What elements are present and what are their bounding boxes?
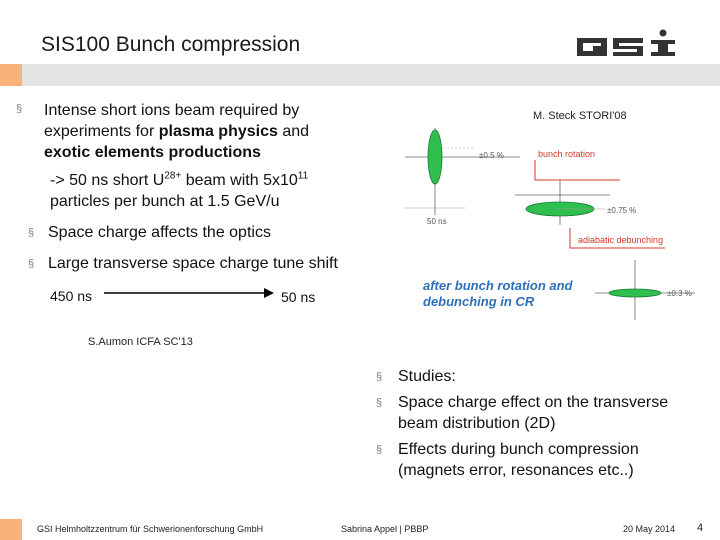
label-dp1: ±0.5 % bbox=[479, 151, 504, 160]
compression-from-label: 450 ns bbox=[50, 288, 93, 304]
bullet-sub-beam-spec: -> 50 ns short $U^{28+}$ beam with $5x10^{11}$ particles per bunch at 1.5 GeV/u bbox=[50, 170, 309, 210]
bullet-marker: § bbox=[376, 397, 383, 409]
studies-heading: Studies: bbox=[398, 368, 456, 385]
page-number: 4 bbox=[697, 522, 704, 534]
footer-institute: GSI Helmholtzzentrum für Schwerionenforschung GmbH bbox=[37, 524, 264, 534]
citation-steck: M. Steck STORI'08 bbox=[533, 110, 627, 122]
bullet-marker: § bbox=[28, 227, 35, 239]
page-title: SIS100 Bunch compression bbox=[41, 33, 301, 56]
bullet-marker: § bbox=[16, 103, 23, 115]
footer-author: Sabrina Appel | PBBP bbox=[341, 524, 429, 534]
label-bunch-rotation: bunch rotation bbox=[538, 149, 596, 159]
bullet-marker: § bbox=[28, 258, 35, 270]
compression-to-label: 50 ns bbox=[281, 289, 316, 305]
label-50ns: 50 ns bbox=[427, 217, 447, 226]
studies-item-2d: Space charge effect on the transverse beam distribution (2D) bbox=[398, 394, 669, 432]
footer-date: 20 May 2014 bbox=[623, 524, 676, 534]
label-adiabatic: adiabatic debunching bbox=[578, 235, 664, 245]
bullet-tune-shift: Large transverse space charge tune shift bbox=[48, 255, 338, 272]
figure-caption: after bunch rotation and debunching in CR bbox=[423, 278, 573, 309]
bullet-marker: § bbox=[376, 371, 383, 383]
bullet-marker: § bbox=[376, 444, 383, 456]
compression-arrow bbox=[100, 285, 275, 301]
accent-block-bottom bbox=[0, 519, 22, 540]
bullet-intense-beam: Intense short ions beam required by experiments for plasma physics and exotic elements productions bbox=[44, 102, 310, 161]
gsi-logo bbox=[575, 28, 685, 60]
header-bar bbox=[22, 64, 720, 86]
label-dp2: ±0.75 % bbox=[607, 206, 637, 215]
studies-item-compression: Effects during bunch compression (magnets error, resonances etc..) bbox=[398, 441, 639, 479]
accent-block-top bbox=[0, 64, 22, 86]
label-dp3: ±0.3 % bbox=[667, 289, 692, 298]
bullet-space-charge-optics: Space charge affects the optics bbox=[48, 224, 271, 241]
citation-aumon: S.Aumon ICFA SC'13 bbox=[88, 336, 193, 348]
